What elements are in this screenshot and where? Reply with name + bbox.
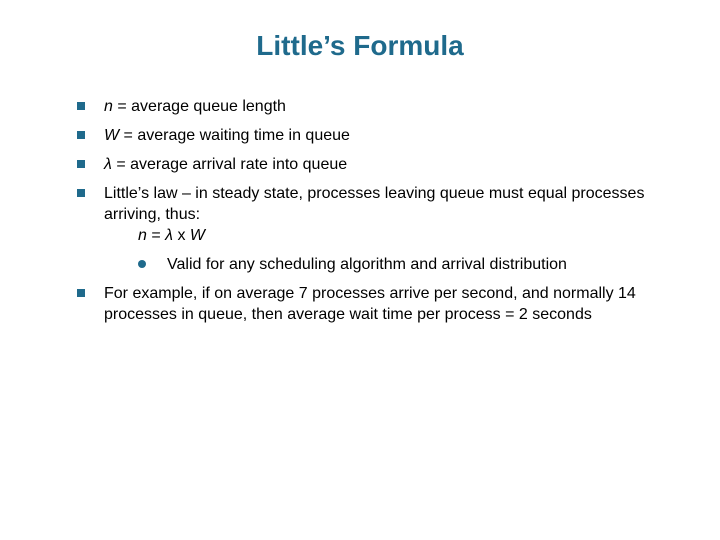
formula-equals: = <box>146 227 166 244</box>
square-bullet-icon <box>77 160 85 168</box>
slide-title: Little’s Formula <box>256 30 464 61</box>
bullet-item-example <box>77 283 677 325</box>
bullet-text: = average arrival rate into queue <box>111 156 348 173</box>
round-bullet-icon <box>138 260 146 268</box>
bullet-text: Little’s law – in steady state, processes leaving queue must equal processes arriving, thus: <box>104 185 645 223</box>
bullet-text: For example, if on average 7 processes arrive per second, and normally 14 processes in queue, then average wait time per process = 2 seconds <box>104 285 636 323</box>
sub-bullet-item <box>134 254 677 275</box>
variable-n: n <box>104 98 113 115</box>
bullet-item-arrival-rate <box>77 154 677 175</box>
square-bullet-icon <box>77 131 85 139</box>
bullet-list <box>77 96 677 333</box>
formula-lambda: λ <box>165 227 174 244</box>
formula-n: n <box>138 227 147 244</box>
variable-lambda: λ <box>104 156 112 173</box>
bullet-text: = average queue length <box>112 98 286 115</box>
formula-w: W <box>189 227 206 244</box>
bullet-item-littles-law <box>77 183 677 275</box>
variable-w: W <box>104 127 120 144</box>
square-bullet-icon <box>77 289 85 297</box>
sub-bullet-text: Valid for any scheduling algorithm and arrival distribution <box>167 256 567 273</box>
bullet-item-queue-length <box>77 96 677 117</box>
bullet-item-waiting-time <box>77 125 677 146</box>
formula-times: x <box>173 227 190 244</box>
square-bullet-icon <box>77 102 85 110</box>
bullet-text: = average waiting time in queue <box>119 127 350 144</box>
square-bullet-icon <box>77 189 85 197</box>
formula <box>104 225 677 246</box>
